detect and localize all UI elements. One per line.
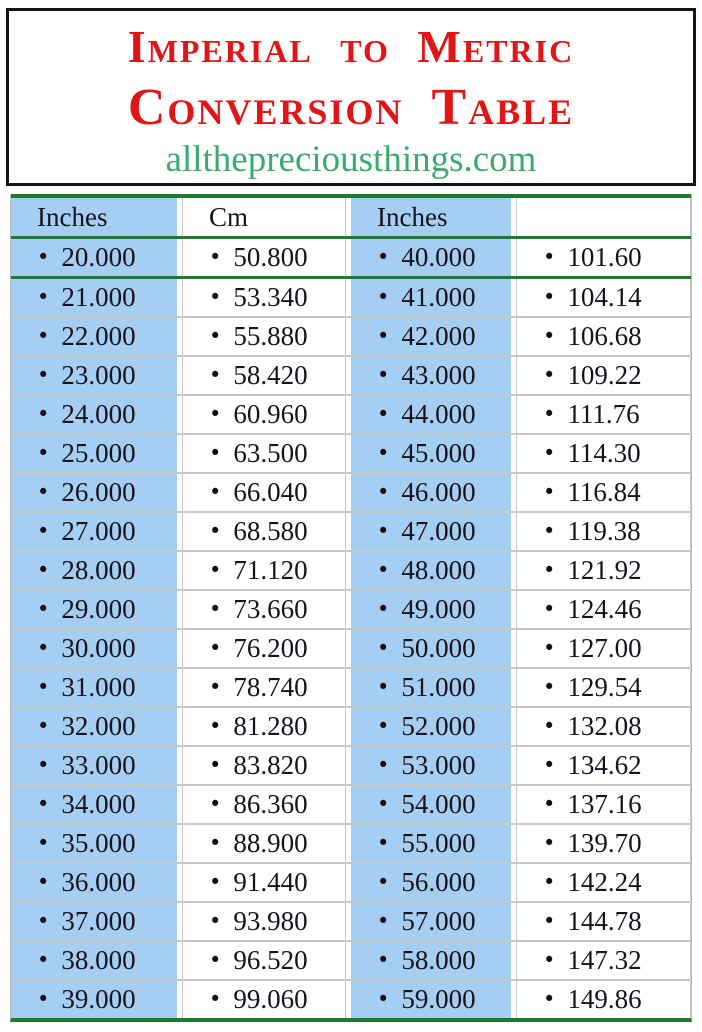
cell-value: 46.000 xyxy=(401,477,476,507)
cell-value: 57.000 xyxy=(401,906,476,936)
bullet-icon: • xyxy=(543,948,556,972)
cell-value: 53.340 xyxy=(233,282,308,312)
cell-value: 81.280 xyxy=(233,711,308,741)
cell-value: 49.000 xyxy=(401,594,476,624)
cell-value: 127.00 xyxy=(567,633,642,663)
cell-cm-left xyxy=(182,474,346,511)
bullet-icon: • xyxy=(543,675,556,699)
bullet-icon: • xyxy=(377,480,390,504)
cell-cm-right xyxy=(516,357,691,394)
cell-cm-left xyxy=(182,396,346,433)
cell-inches-right xyxy=(351,630,511,667)
cell-value: 31.000 xyxy=(61,672,136,702)
cell-cm-right xyxy=(516,279,691,316)
cell-inches-left xyxy=(11,591,177,628)
bullet-icon: • xyxy=(543,753,556,777)
cell-inches-left xyxy=(11,435,177,472)
cell-value: 37.000 xyxy=(61,906,136,936)
bullet-icon: • xyxy=(209,402,222,426)
cell-value: 43.000 xyxy=(401,360,476,390)
bullet-icon: • xyxy=(209,363,222,387)
cell-value: 129.54 xyxy=(567,672,642,702)
bullet-icon: • xyxy=(37,597,50,621)
cell-value: 83.820 xyxy=(233,750,308,780)
bullet-icon: • xyxy=(209,245,222,269)
cell-cm-right xyxy=(516,864,691,901)
cell-value: 63.500 xyxy=(233,438,308,468)
cell-inches-left xyxy=(11,630,177,667)
cell-value: 124.46 xyxy=(567,594,642,624)
cell-value: 71.120 xyxy=(233,555,308,585)
table-row xyxy=(11,745,691,784)
bullet-icon: • xyxy=(377,948,390,972)
cell-value: 51.000 xyxy=(401,672,476,702)
cell-value: 23.000 xyxy=(61,360,136,390)
cell-inches-right xyxy=(351,669,511,706)
cell-inches-left xyxy=(11,903,177,940)
table-row xyxy=(11,355,691,394)
bullet-icon: • xyxy=(37,285,50,309)
cell-value: 93.980 xyxy=(233,906,308,936)
cell-inches-left xyxy=(11,708,177,745)
cell-cm-left xyxy=(182,630,346,667)
bullet-icon: • xyxy=(209,636,222,660)
cell-inches-left xyxy=(11,981,177,1018)
cell-inches-left xyxy=(11,318,177,355)
table-row xyxy=(11,862,691,901)
cell-value: 39.000 xyxy=(61,984,136,1014)
bullet-icon: • xyxy=(377,909,390,933)
bullet-icon: • xyxy=(209,948,222,972)
bullet-icon: • xyxy=(37,480,50,504)
cell-cm-right xyxy=(516,396,691,433)
cell-value: 42.000 xyxy=(401,321,476,351)
cell-inches-right xyxy=(351,747,511,784)
cell-cm-right xyxy=(516,903,691,940)
cell-value: 137.16 xyxy=(567,789,642,819)
bullet-icon: • xyxy=(37,636,50,660)
cell-inches-right xyxy=(351,825,511,862)
cell-value: 91.440 xyxy=(233,867,308,897)
cell-value: 66.040 xyxy=(233,477,308,507)
table-row xyxy=(11,550,691,589)
cell-cm-left xyxy=(182,669,346,706)
cell-value: 119.38 xyxy=(567,516,641,546)
bullet-icon: • xyxy=(37,558,50,582)
cell-value: 22.000 xyxy=(61,321,136,351)
bullet-icon: • xyxy=(377,441,390,465)
bullet-icon: • xyxy=(37,324,50,348)
cell-cm-right xyxy=(516,435,691,472)
cell-cm-right xyxy=(516,825,691,862)
bullet-icon: • xyxy=(543,636,556,660)
cell-value: 28.000 xyxy=(61,555,136,585)
cell-cm-left xyxy=(182,747,346,784)
cell-inches-left xyxy=(11,513,177,550)
bullet-icon: • xyxy=(37,245,50,269)
bullet-icon: • xyxy=(543,402,556,426)
bullet-icon: • xyxy=(543,324,556,348)
cell-inches-left xyxy=(11,786,177,823)
cell-value: 45.000 xyxy=(401,438,476,468)
cell-cm-left xyxy=(182,552,346,589)
bullet-icon: • xyxy=(209,285,222,309)
cell-inches-right xyxy=(351,864,511,901)
cell-inches-left xyxy=(11,747,177,784)
bullet-icon: • xyxy=(377,636,390,660)
cell-value: 58.420 xyxy=(233,360,308,390)
bullet-icon: • xyxy=(377,402,390,426)
cell-value: 50.800 xyxy=(233,242,308,272)
cell-value: 33.000 xyxy=(61,750,136,780)
bullet-icon: • xyxy=(37,675,50,699)
bullet-icon: • xyxy=(543,480,556,504)
cell-value: 55.000 xyxy=(401,828,476,858)
cell-cm-right xyxy=(516,552,691,589)
cell-cm-right xyxy=(516,669,691,706)
cell-cm-left xyxy=(182,357,346,394)
cell-value: 41.000 xyxy=(401,282,476,312)
cell-inches-right xyxy=(351,513,511,550)
cell-cm-right xyxy=(516,942,691,979)
column-header-cm-right xyxy=(516,198,691,236)
bullet-icon: • xyxy=(377,870,390,894)
bullet-icon: • xyxy=(37,987,50,1011)
cell-value: 50.000 xyxy=(401,633,476,663)
cell-value: 35.000 xyxy=(61,828,136,858)
bullet-icon: • xyxy=(543,245,556,269)
cell-cm-left xyxy=(182,786,346,823)
bullet-icon: • xyxy=(543,558,556,582)
cell-value: 36.000 xyxy=(61,867,136,897)
cell-cm-left xyxy=(182,513,346,550)
column-header-cm-left: Cm xyxy=(182,198,346,236)
cell-inches-right xyxy=(351,318,511,355)
bullet-icon: • xyxy=(37,831,50,855)
cell-value: 86.360 xyxy=(233,789,308,819)
cell-inches-right xyxy=(351,357,511,394)
cell-inches-right xyxy=(351,474,511,511)
cell-value: 139.70 xyxy=(567,828,642,858)
cell-value: 59.000 xyxy=(401,984,476,1014)
cell-inches-right xyxy=(351,396,511,433)
cell-value: 111.76 xyxy=(567,399,640,429)
table-row xyxy=(11,316,691,355)
cell-value: 144.78 xyxy=(567,906,642,936)
cell-value: 30.000 xyxy=(61,633,136,663)
cell-inches-right xyxy=(351,903,511,940)
cell-value: 53.000 xyxy=(401,750,476,780)
title-card xyxy=(6,8,696,186)
table-row xyxy=(11,706,691,745)
cell-cm-left xyxy=(182,318,346,355)
cell-cm-left xyxy=(182,435,346,472)
table-row xyxy=(11,472,691,511)
bullet-icon: • xyxy=(377,597,390,621)
cell-inches-right xyxy=(351,239,511,276)
table-row xyxy=(11,236,691,276)
bullet-icon: • xyxy=(377,753,390,777)
cell-inches-right xyxy=(351,552,511,589)
cell-inches-left xyxy=(11,825,177,862)
cell-inches-left xyxy=(11,942,177,979)
bullet-icon: • xyxy=(209,714,222,738)
table-row xyxy=(11,628,691,667)
cell-value: 88.900 xyxy=(233,828,308,858)
cell-inches-left xyxy=(11,279,177,316)
table-row xyxy=(11,901,691,940)
bullet-icon: • xyxy=(209,870,222,894)
bullet-icon: • xyxy=(543,909,556,933)
cell-value: 38.000 xyxy=(61,945,136,975)
bullet-icon: • xyxy=(209,675,222,699)
cell-value: 52.000 xyxy=(401,711,476,741)
table-row xyxy=(11,394,691,433)
cell-inches-left xyxy=(11,357,177,394)
table-row xyxy=(11,667,691,706)
cell-cm-left xyxy=(182,591,346,628)
column-header-inches-left: Inches xyxy=(11,198,177,236)
bullet-icon: • xyxy=(37,402,50,426)
bullet-icon: • xyxy=(209,831,222,855)
bullet-icon: • xyxy=(543,597,556,621)
cell-value: 134.62 xyxy=(567,750,642,780)
cell-value: 54.000 xyxy=(401,789,476,819)
cell-value: 34.000 xyxy=(61,789,136,819)
cell-cm-right xyxy=(516,239,691,276)
bullet-icon: • xyxy=(37,714,50,738)
cell-value: 99.060 xyxy=(233,984,308,1014)
cell-value: 121.92 xyxy=(567,555,642,585)
cell-value: 101.60 xyxy=(567,242,642,272)
table-row xyxy=(11,940,691,979)
cell-value: 58.000 xyxy=(401,945,476,975)
cell-value: 20.000 xyxy=(61,242,136,272)
bullet-icon: • xyxy=(209,792,222,816)
website-url: allthepreciousthings.com xyxy=(165,139,537,180)
bullet-icon: • xyxy=(377,987,390,1011)
table-row xyxy=(11,823,691,862)
bullet-icon: • xyxy=(37,909,50,933)
cell-cm-right xyxy=(516,708,691,745)
page-title-line1: Imperial to Metric xyxy=(127,21,575,72)
bullet-icon: • xyxy=(209,441,222,465)
cell-value: 47.000 xyxy=(401,516,476,546)
cell-value: 56.000 xyxy=(401,867,476,897)
cell-inches-right xyxy=(351,942,511,979)
cell-cm-right xyxy=(516,591,691,628)
cell-value: 48.000 xyxy=(401,555,476,585)
cell-value: 27.000 xyxy=(61,516,136,546)
bullet-icon: • xyxy=(377,714,390,738)
cell-inches-left xyxy=(11,239,177,276)
cell-value: 76.200 xyxy=(233,633,308,663)
page-title-line2: Conversion Table xyxy=(127,79,575,136)
bullet-icon: • xyxy=(543,870,556,894)
bullet-icon: • xyxy=(377,792,390,816)
cell-value: 26.000 xyxy=(61,477,136,507)
cell-cm-left xyxy=(182,864,346,901)
cell-cm-left xyxy=(182,825,346,862)
cell-value: 104.14 xyxy=(567,282,642,312)
cell-cm-left xyxy=(182,279,346,316)
cell-inches-left xyxy=(11,669,177,706)
bullet-icon: • xyxy=(377,558,390,582)
cell-value: 147.32 xyxy=(567,945,642,975)
bullet-icon: • xyxy=(377,285,390,309)
cell-cm-right xyxy=(516,630,691,667)
table-header-row xyxy=(11,194,691,236)
bullet-icon: • xyxy=(37,753,50,777)
cell-inches-right xyxy=(351,981,511,1018)
cell-cm-left xyxy=(182,239,346,276)
column-header-inches-right: Inches xyxy=(351,198,511,236)
cell-inches-right xyxy=(351,279,511,316)
bullet-icon: • xyxy=(37,870,50,894)
bullet-icon: • xyxy=(209,753,222,777)
cell-value: 60.960 xyxy=(233,399,308,429)
bullet-icon: • xyxy=(209,558,222,582)
bullet-icon: • xyxy=(209,909,222,933)
cell-inches-left xyxy=(11,864,177,901)
cell-value: 132.08 xyxy=(567,711,642,741)
bullet-icon: • xyxy=(377,245,390,269)
bullet-icon: • xyxy=(37,792,50,816)
cell-value: 109.22 xyxy=(567,360,642,390)
cell-value: 25.000 xyxy=(61,438,136,468)
conversion-table-body xyxy=(11,236,691,1018)
cell-value: 96.520 xyxy=(233,945,308,975)
bullet-icon: • xyxy=(37,948,50,972)
bullet-icon: • xyxy=(209,597,222,621)
cell-value: 68.580 xyxy=(233,516,308,546)
table-row xyxy=(11,433,691,472)
cell-cm-right xyxy=(516,513,691,550)
bullet-icon: • xyxy=(543,792,556,816)
cell-cm-left xyxy=(182,708,346,745)
table-row xyxy=(11,511,691,550)
bullet-icon: • xyxy=(543,285,556,309)
bullet-icon: • xyxy=(209,324,222,348)
cell-cm-right xyxy=(516,747,691,784)
cell-value: 21.000 xyxy=(61,282,136,312)
cell-inches-right xyxy=(351,591,511,628)
cell-cm-right xyxy=(516,981,691,1018)
bullet-icon: • xyxy=(543,987,556,1011)
bullet-icon: • xyxy=(37,441,50,465)
cell-inches-left xyxy=(11,474,177,511)
table-row xyxy=(11,979,691,1018)
cell-value: 114.30 xyxy=(567,438,641,468)
bullet-icon: • xyxy=(377,363,390,387)
cell-value: 78.740 xyxy=(233,672,308,702)
cell-inches-left xyxy=(11,396,177,433)
cell-value: 40.000 xyxy=(401,242,476,272)
cell-inches-right xyxy=(351,786,511,823)
cell-value: 44.000 xyxy=(401,399,476,429)
cell-inches-left xyxy=(11,552,177,589)
table-row xyxy=(11,589,691,628)
cell-value: 116.84 xyxy=(567,477,641,507)
cell-value: 29.000 xyxy=(61,594,136,624)
table-row xyxy=(11,784,691,823)
table-row xyxy=(11,276,691,316)
cell-value: 142.24 xyxy=(567,867,642,897)
bullet-icon: • xyxy=(37,519,50,543)
bullet-icon: • xyxy=(377,831,390,855)
cell-cm-left xyxy=(182,981,346,1018)
cell-value: 24.000 xyxy=(61,399,136,429)
bullet-icon: • xyxy=(543,363,556,387)
bullet-icon: • xyxy=(377,519,390,543)
cell-value: 73.660 xyxy=(233,594,308,624)
cell-cm-left xyxy=(182,942,346,979)
cell-inches-right xyxy=(351,435,511,472)
bullet-icon: • xyxy=(209,987,222,1011)
bullet-icon: • xyxy=(543,714,556,738)
bullet-icon: • xyxy=(543,441,556,465)
bullet-icon: • xyxy=(377,675,390,699)
bullet-icon: • xyxy=(543,519,556,543)
bullet-icon: • xyxy=(543,831,556,855)
cell-value: 106.68 xyxy=(567,321,642,351)
cell-cm-right xyxy=(516,474,691,511)
bullet-icon: • xyxy=(37,363,50,387)
bullet-icon: • xyxy=(209,519,222,543)
cell-value: 55.880 xyxy=(233,321,308,351)
cell-cm-right xyxy=(516,786,691,823)
cell-value: 149.86 xyxy=(567,984,642,1014)
cell-value: 32.000 xyxy=(61,711,136,741)
cell-cm-left xyxy=(182,903,346,940)
cell-cm-right xyxy=(516,318,691,355)
conversion-table xyxy=(10,194,692,1022)
bullet-icon: • xyxy=(209,480,222,504)
cell-inches-right xyxy=(351,708,511,745)
bullet-icon: • xyxy=(377,324,390,348)
